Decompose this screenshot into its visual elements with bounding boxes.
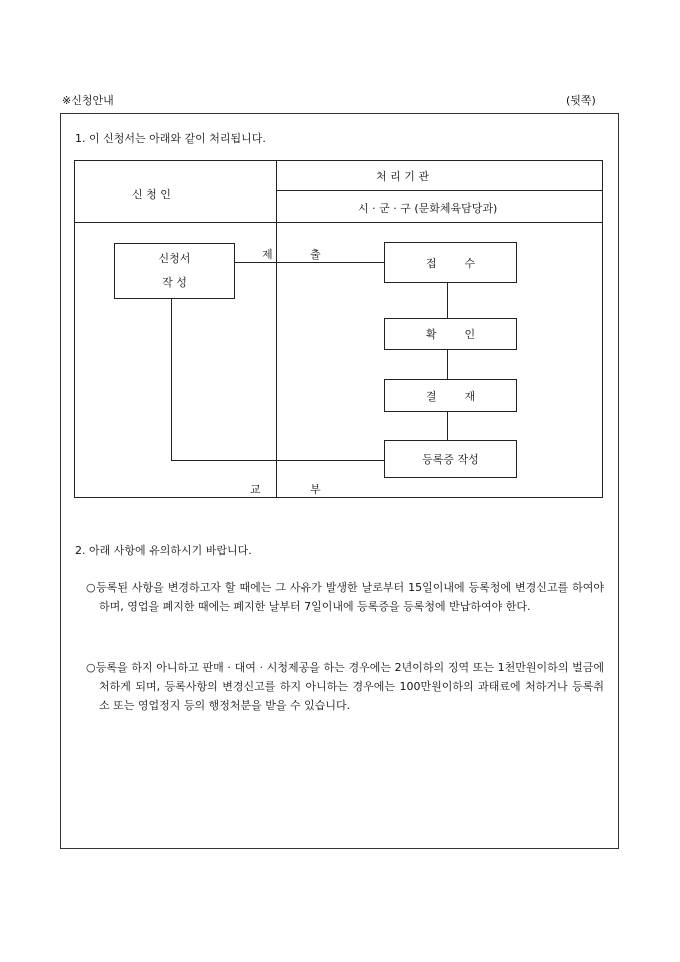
agency-subheader: 시 · 군 · 구 (문화체육담당과): [358, 202, 498, 215]
approve-certificate-connector: [447, 412, 448, 440]
step-confirm-label: 확 인: [425, 328, 476, 341]
step-approve-box: [384, 379, 517, 412]
note-1-text: ○등록된 사항을 변경하고자 할 때에는 그 사유가 발생한 날로부터 15일이내에 등록청에 변경신고를 하여야 하며, 영업을 폐지한 때에는 폐지한 날부터 7일이내에 등록증을 등록청에 반납하여야 한다.: [86, 581, 604, 613]
table-header-bottom: [74, 222, 603, 223]
step-certificate-box: [384, 440, 517, 478]
submit-label-1: 제: [262, 248, 273, 261]
step-receive-label: 접 수: [425, 256, 476, 270]
applicant-box: [114, 243, 235, 299]
applicant-header: 신 청 인: [132, 188, 171, 201]
deliver-label-2: 부: [310, 483, 321, 496]
deliver-connector-horizontal: [171, 460, 385, 461]
deliver-label-1: 교: [250, 483, 261, 496]
deliver-connector-vertical: [171, 298, 172, 460]
applicant-box-line2: 작 성: [162, 276, 187, 289]
section1-heading: 1. 이 신청서는 아래와 같이 처리됩니다.: [75, 132, 266, 145]
step-approve-label: 결 재: [425, 389, 476, 403]
agency-header: 처 리 기 관: [376, 170, 429, 183]
submit-connector: [234, 262, 385, 263]
table-divider-vertical: [276, 160, 277, 498]
step-receive-box: [384, 242, 517, 283]
step-certificate-label: 등록증 작성: [422, 453, 479, 466]
confirm-approve-connector: [447, 350, 448, 379]
applicant-box-line1: 신청서: [158, 252, 191, 265]
note-1: [86, 578, 604, 616]
submit-label-2: 출: [310, 248, 321, 261]
note-2: [86, 658, 604, 715]
receive-confirm-connector: [447, 283, 448, 318]
page-title: ※신청안내: [62, 94, 114, 107]
note-2-text: ○등록을 하지 아니하고 판매 · 대여 · 시청제공을 하는 경우에는 2년이하의 징역 또는 1천만원이하의 벌금에 처하게 되며, 등록사항의 변경신고를 하지 아니하는 경우에는 100만원이하의 과태료에 처하거나 등록취소 또는 영업정지 등의 행정처분을 받을 수 있습니다.: [86, 661, 604, 712]
process-table: [74, 160, 603, 498]
step-confirm-box: [384, 318, 517, 350]
table-agency-divider: [276, 190, 603, 191]
page-side-label: (뒷쪽): [566, 94, 596, 107]
section2-heading: 2. 아래 사항에 유의하시기 바랍니다.: [75, 544, 252, 557]
